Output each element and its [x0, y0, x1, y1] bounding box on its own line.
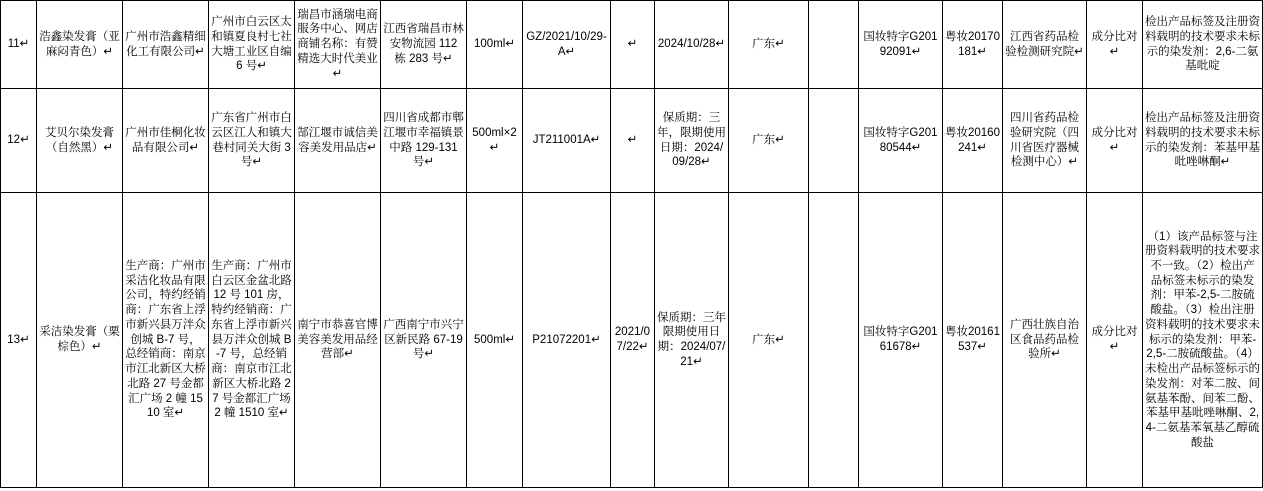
table-row	[1, 89, 1263, 193]
cell-spec: 500ml↵	[467, 193, 523, 488]
cell-distributor-address: 江西省瑞昌市林安物流园 112 栋 283 号↵	[381, 1, 467, 89]
cell-region: 广东↵	[729, 1, 809, 89]
cell-product-name: 艾贝尔染发膏（自然黑）↵	[37, 89, 123, 193]
cell-blank	[809, 89, 859, 193]
cell-no: 13↵	[1, 193, 37, 488]
cell-manufacturer-address: 广州市白云区太和镇夏良村七社大塘工业区自编 6 号↵	[209, 1, 295, 89]
cell-region: 广东↵	[729, 89, 809, 193]
cell-filing-no: 粤妆20161537↵	[943, 193, 1003, 488]
cell-batch: P21072201↵	[523, 193, 611, 488]
table-row	[1, 193, 1263, 488]
cell-spec: 100ml↵	[467, 1, 523, 89]
cell-approval-no: 国妆特字G20192091↵	[859, 1, 943, 89]
cell-manufacturer: 生产商：广州市采洁化妆品有限公司，特约经销商：广东省上浮市新兴县万泮众创城 B-7 号，总经销商：南京市江北新区大桥北路 27 号金都汇广场 2 幢 1510 室↵	[123, 193, 209, 488]
table-row	[1, 1, 1263, 89]
cell-nonconform-item: 成分比对↵	[1087, 89, 1143, 193]
cell-region: 广东↵	[729, 193, 809, 488]
cell-no: 12↵	[1, 89, 37, 193]
cell-approval-no: 国妆特字G20180544↵	[859, 89, 943, 193]
cell-inspection-agency: 广西壮族自治区食品药品检验所↵	[1003, 193, 1087, 488]
cell-distributor-address: 四川省成都市郫江堰市幸福镇景中路 129-131 号↵	[381, 89, 467, 193]
cell-blank	[809, 193, 859, 488]
cell-inspection-agency: 四川省药品检验研究院（四川省医疗器械检测中心）↵	[1003, 89, 1087, 193]
cell-spec: 500ml×2↵	[467, 89, 523, 193]
cell-product-name: 采洁染发膏（栗棕色）↵	[37, 193, 123, 488]
cell-distributor: 瑞昌市涵瑞电商服务中心、网店商铺名称：有赞精选大时代美业↵	[295, 1, 381, 89]
cell-batch: GZ/2021/10/29-A↵	[523, 1, 611, 89]
cell-production-date: 保质期：三年限期使用日期：2024/07/21↵	[655, 193, 729, 488]
cell-nonconform-item: 成分比对↵	[1087, 1, 1143, 89]
cell-nonconform-item: 成分比对↵	[1087, 193, 1143, 488]
cell-manufacturer: 广州市浩鑫精细化工有限公司↵	[123, 1, 209, 89]
cell-approval-no: 国妆特字G20161678↵	[859, 193, 943, 488]
cell-manufacturer: 广州市佳桐化妆品有限公司↵	[123, 89, 209, 193]
cell-manufacturer-address: 生产商：广州市白云区金盆北路 12 号 101 房，特约经销商：广东省上浮市新兴县万泮众创城 B-7 号，总经销商：南京市江北新区大桥北路 27 号金都汇广场 2 幢 1510 室↵	[209, 193, 295, 488]
cell-product-name: 浩鑫染发膏（亚麻闷青色）↵	[37, 1, 123, 89]
cell-production-date: 保质期：三年，限期使用日期：2024/09/28↵	[655, 89, 729, 193]
cell-extra: ↵	[611, 89, 655, 193]
cell-distributor: 郜江堰市诚信美容美发用品店↵	[295, 89, 381, 193]
cell-filing-no: 粤妆20170181↵	[943, 1, 1003, 89]
cell-extra: ↵	[611, 1, 655, 89]
cell-extra: 2021/07/22↵	[611, 193, 655, 488]
cell-nonconform-detail: 检出产品标签及注册资料载明的技术要求未标示的染发剂：2,6-二氨基吡啶	[1143, 1, 1263, 89]
cell-distributor-address: 广西南宁市兴宁区新民路 67-19 号↵	[381, 193, 467, 488]
cell-nonconform-detail: （1）该产品标签与注册资料载明的技术要求不一致。（2）检出产品标签未标示的染发剂：甲苯-2,5-二胺硫酸盐。（3）检出注册资料载明的技术要求未标示的染发剂：甲苯-2,5-二胺硫酸盐。（4）未检出产品标签标示的染发剂：对苯二胺、间氨基苯酚、间苯二酚、苯基甲基吡唑啉酮、2,4-二氨基苯氧基乙醇硫酸盐	[1143, 193, 1263, 488]
cell-nonconform-detail: 检出产品标签及注册资料载明的技术要求未标示的染发剂：苯基甲基吡唑啉酮↵	[1143, 89, 1263, 193]
cell-inspection-agency: 江西省药品检验检测研究院↵	[1003, 1, 1087, 89]
cell-filing-no: 粤妆20160241↵	[943, 89, 1003, 193]
cell-manufacturer-address: 广东省广州市白云区江人和镇大巷村同关大街 3 号↵	[209, 89, 295, 193]
cell-distributor: 南宁市恭喜官博美容美发用品经营部↵	[295, 193, 381, 488]
cell-blank	[809, 1, 859, 89]
cell-no: 11↵	[1, 1, 37, 89]
cell-production-date: 2024/10/28↵	[655, 1, 729, 89]
cell-batch: JT211001A↵	[523, 89, 611, 193]
